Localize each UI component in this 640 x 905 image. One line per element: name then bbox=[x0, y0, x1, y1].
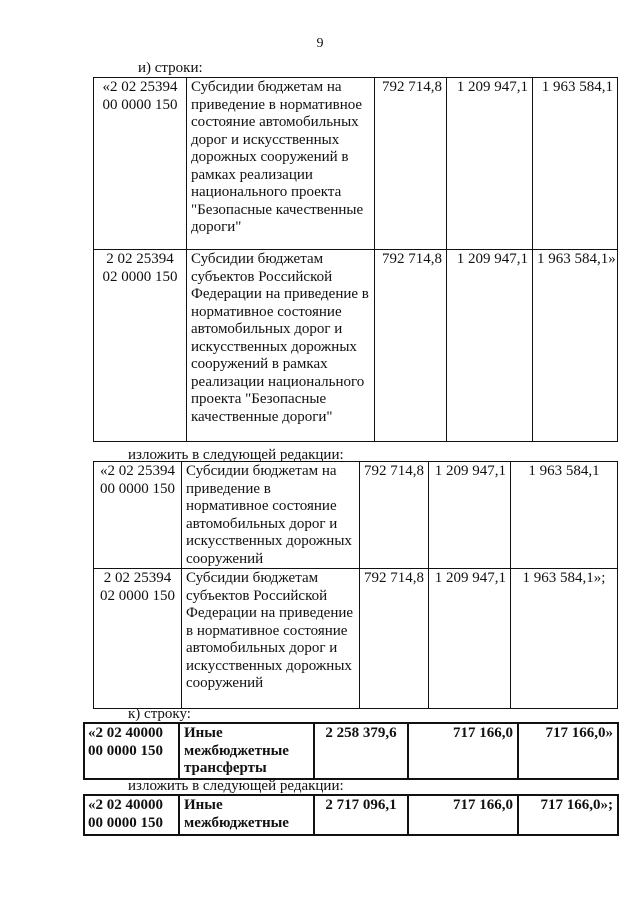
value-cell-2: 1 209 947,1 bbox=[429, 462, 511, 569]
table-old-row-k bbox=[83, 722, 619, 780]
table-old-rows-i bbox=[93, 77, 618, 442]
value-cell-3: 1 963 584,1» bbox=[533, 250, 618, 442]
value-cell-2: 717 166,0 bbox=[408, 795, 518, 835]
page-number: 9 bbox=[316, 36, 324, 51]
budget-code-cell: «2 02 40000 00 0000 150 bbox=[84, 723, 179, 779]
value-cell-1: 792 714,8 bbox=[375, 250, 447, 442]
name-cell: Субсидии бюджетам на приведение в нормативное состояние автомобильных дорог и искусственных дорожных сооружений в рамках реализации национального проекта "Безопасные качественные дороги" bbox=[187, 78, 375, 250]
budget-code-cell: 2 02 25394 02 0000 150 bbox=[94, 569, 182, 709]
table-row bbox=[84, 723, 618, 779]
table-new-row-k bbox=[83, 794, 619, 836]
value-cell-3: 1 963 584,1»; bbox=[511, 569, 618, 709]
value-cell-3: 1 963 584,1 bbox=[533, 78, 618, 250]
section-k-label: к) строку: bbox=[128, 706, 191, 722]
table-row bbox=[84, 795, 618, 835]
name-cell: Иные межбюджетные bbox=[179, 795, 314, 835]
value-cell-1: 792 714,8 bbox=[360, 569, 429, 709]
table-new-rows-i bbox=[93, 461, 618, 709]
budget-code-cell: «2 02 40000 00 0000 150 bbox=[84, 795, 179, 835]
value-cell-1: 2 258 379,6 bbox=[314, 723, 408, 779]
section-i-label: и) строки: bbox=[138, 60, 203, 76]
name-cell: Иные межбюджетные трансферты bbox=[179, 723, 314, 779]
value-cell-2: 1 209 947,1 bbox=[447, 78, 533, 250]
new-edition-label-2: изложить в следующей редакции: bbox=[128, 778, 344, 794]
table-row bbox=[94, 569, 618, 709]
value-cell-3: 717 166,0» bbox=[518, 723, 618, 779]
table-row bbox=[94, 462, 618, 569]
name-cell: Субсидии бюджетам на приведение в нормативное состояние автомобильных дорог и искусственных дорожных сооружений bbox=[182, 462, 360, 569]
value-cell-1: 2 717 096,1 bbox=[314, 795, 408, 835]
value-cell-1: 792 714,8 bbox=[360, 462, 429, 569]
value-cell-2: 1 209 947,1 bbox=[429, 569, 511, 709]
value-cell-3: 1 963 584,1 bbox=[511, 462, 618, 569]
budget-code-cell: 2 02 25394 02 0000 150 bbox=[94, 250, 187, 442]
name-cell: Субсидии бюджетам субъектов Российской Федерации на приведение в нормативное состояние автомобильных дорог и искусственных дорожных сооружений в рамках реализации национального проекта "Безопасные качественные дороги" bbox=[187, 250, 375, 442]
value-cell-2: 717 166,0 bbox=[408, 723, 518, 779]
value-cell-1: 792 714,8 bbox=[375, 78, 447, 250]
value-cell-2: 1 209 947,1 bbox=[447, 250, 533, 442]
name-cell: Субсидии бюджетам субъектов Российской Федерации на приведение в нормативное состояние автомобильных дорог и искусственных дорожных сооружений bbox=[182, 569, 360, 709]
table-row bbox=[94, 78, 618, 250]
value-cell-3: 717 166,0»; bbox=[518, 795, 618, 835]
budget-code-cell: «2 02 25394 00 0000 150 bbox=[94, 78, 187, 250]
budget-code-cell: «2 02 25394 00 0000 150 bbox=[94, 462, 182, 569]
new-edition-label-1: изложить в следующей редакции: bbox=[128, 447, 344, 463]
table-row bbox=[94, 250, 618, 442]
